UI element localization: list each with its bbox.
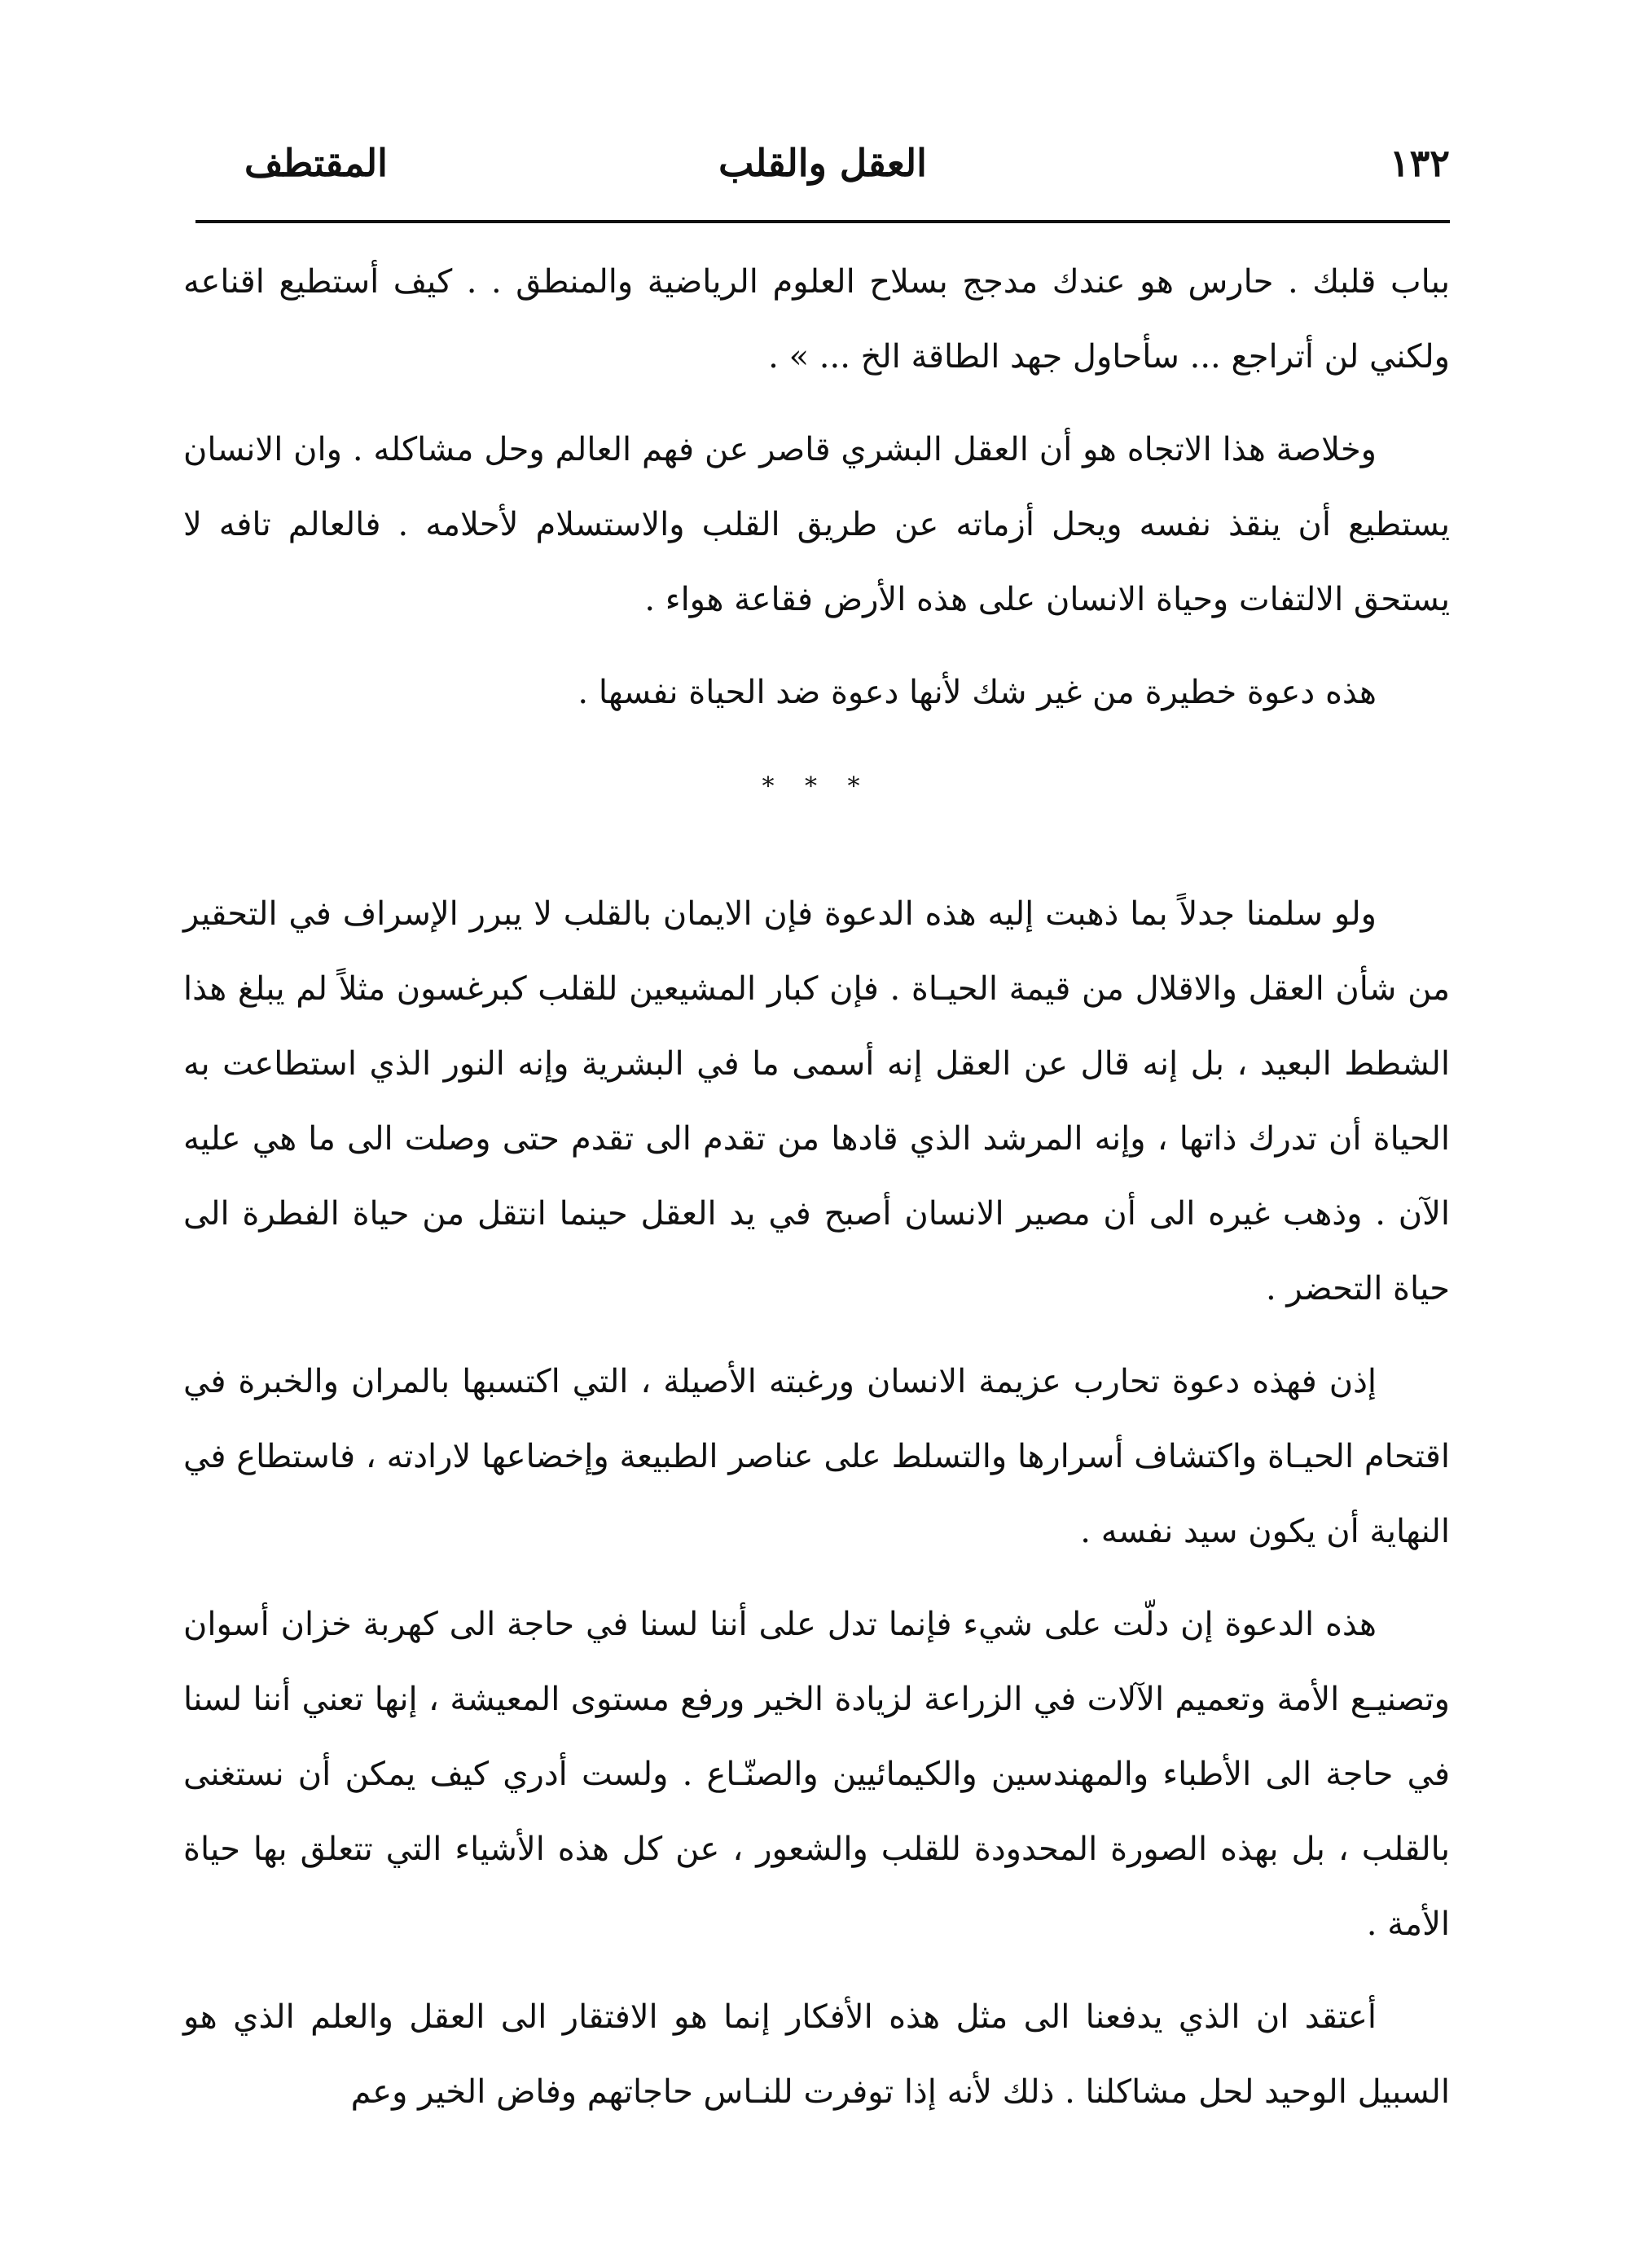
section-separator: * * *	[762, 772, 872, 801]
paragraph-conclusion: أعتقد ان الذي يدفعنا الى مثل هذه الأفكار إنما هو الافتقار الى العقل والعلم الذي هو السبيل الوحيد لحل مشاكلنا . ذلك لأنه إذا توفرت للنـاس حاجاتهم وفاض الخير وعم	[183, 1998, 1450, 2111]
journal-name: المقتطف	[244, 141, 388, 185]
article-body	[183, 244, 1450, 2147]
paragraph-will: إذن فهذه دعوة تحارب عزيمة الانسان ورغبته الأصيلة ، التي اكتسبها بالمران والخبرة في اقتحام الحيـاة واكتشاف أسرارها والتسلط على عناصر الطبيعة وإخضاعها لارادته ، فاستطاع في النهاية أن يكون سيد نفسه .	[183, 1363, 1450, 1550]
page-number: ١٣٢	[1389, 141, 1450, 185]
paragraph-summary: وخلاصة هذا الاتجاه هو أن العقل البشري قاصر عن فهم العالم وحل مشاكله . وان الانسان يستطيع أن ينقذ نفسه ويحل أزماته عن طريق القلب والاستسلام لأحلامه . فالعالم تافه لا يستحق الالتفات وحياة الانسان على هذه الأرض فقاعة هواء .	[183, 431, 1450, 618]
page-header	[195, 122, 1450, 196]
header-rule	[195, 220, 1450, 223]
running-title: العقل والقلب	[718, 141, 927, 185]
paragraph-reason: ولو سلمنا جدلاً بما ذهبت إليه هذه الدعوة فإن الايمان بالقلب لا يبرر الإسراف في التحقير من شأن العقل والاقلال من قيمة الحيـاة . فإن كبار المشيعين للقلب كبرغسون مثلاً لم يبلغ هذا الشطط البعيد ، بل إنه قال عن العقل إنه أسمى ما في البشرية وإنه النور الذي استطاعت به الحياة أن تدرك ذاتها ، وإنه المرشد الذي قادها من تقدم الى تقدم حتى وصلت الى ما هي عليه الآن . وذهب غيره الى أن مصير الانسان أصبح في يد العقل حينما انتقل من حياة الفطرة الى حياة التحضر .	[183, 895, 1450, 1308]
paragraph-needs: هذه الدعوة إن دلّت على شيء فإنما تدل على أننا لسنا في حاجة الى كهربة خزان أسوان وتصنيـع الأمة وتعميم الآلات في الزراعة لزيادة الخير ورفع مستوى المعيشة ، إنها تعني أننا لسنا في حاجة الى الأطباء والمهندسين والكيمائيين والصنّـاع . ولست أدري كيف يمكن أن نستغنى بالقلب ، بل بهذه الصورة المحدودة للقلب والشعور ، عن كل هذه الأشياء التي تتعلق بها حياة الأمة .	[183, 1606, 1450, 1943]
paragraph-continued: بباب قلبك . حارس هو عندك مدجج بسلاح العلوم الرياضية والمنطق . . كيف أستطيع اقناعه ولكني لن أتراجع ... سأحاول جهد الطاقة الخ ... » .	[183, 263, 1450, 376]
paragraph-warning: هذه دعوة خطيرة من غير شك لأنها دعوة ضد الحياة نفسها .	[578, 674, 1377, 711]
